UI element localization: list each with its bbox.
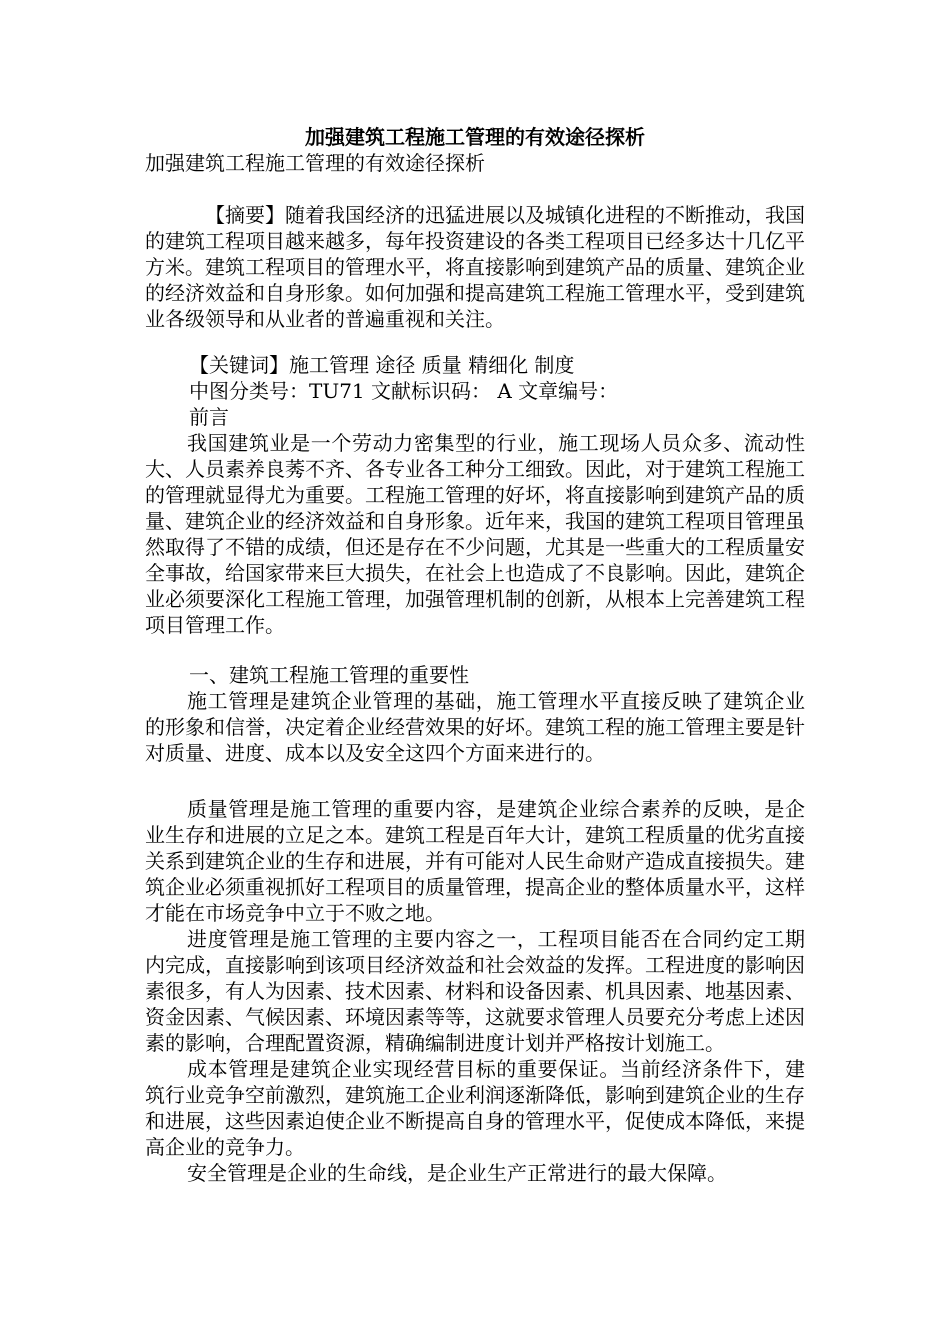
document-title: 加强建筑工程施工管理的有效途径探析 [305,125,645,149]
quality-paragraph: 质量管理是施工管理的重要内容，是建筑企业综合素养的反映，是企业生存和进展的立足之本。建筑工程是百年大计，建筑工程质量的优劣直接关系到建筑企业的生存和进展，并有可能对人民生命财产造成直接损失。建筑企业必须重视抓好工程项目的质量管理，提高企业的整体质量水平，这样才能在市场竞争中立于不败之地。 [145,797,805,925]
section-intro-paragraph: 施工管理是建筑企业管理的基础，施工管理水平直接反映了建筑企业的形象和信誉，决定着企业经营效果的好坏。建筑工程的施工管理主要是针对质量、进度、成本以及安全这四个方面来进行的。 [145,689,805,765]
preface-heading: 前言 [189,405,229,429]
keywords-line: 【关键词】施工管理 途径 质量 精细化 制度 [189,353,575,377]
cost-paragraph: 成本管理是建筑企业实现经营目标的重要保证。当前经济条件下，建筑行业竞争空前激烈，建筑施工企业利润逐渐降低，影响到建筑企业的生存和进展，这些因素迫使企业不断提高自身的管理水平，促使成本降低，来提高企业的竞争力。 [145,1057,805,1159]
safety-paragraph: 安全管理是企业的生命线，是企业生产正常进行的最大保障。 [187,1161,727,1185]
abstract-paragraph: 【摘要】随着我国经济的迅猛进展以及城镇化进程的不断推动，我国的建筑工程项目越来越多，每年投资建设的各类工程项目已经多达十几亿平方米。建筑工程项目的管理水平，将直接影响到建筑产品的质量、建筑企业的经济效益和自身形象。如何加强和提高建筑工程施工管理水平，受到建筑业各级领导和从业者的普遍重视和关注。 [145,203,805,331]
preface-paragraph: 我国建筑业是一个劳动力密集型的行业，施工现场人员众多、流动性大、人员素养良莠不齐、各专业各工种分工细致。因此，对于建筑工程施工的管理就显得尤为重要。工程施工管理的好坏，将直接影响到建筑产品的质量、建筑企业的经济效益和自身形象。近年来，我国的建筑工程项目管理虽然取得了不错的成绩，但还是存在不少问题，尤其是一些重大的工程质量安全事故，给国家带来巨大损失，在社会上也造成了不良影响。因此，建筑企业必须要深化工程施工管理，加强管理机制的创新，从根本上完善建筑工程项目管理工作。 [145,431,805,637]
classification-line: 中图分类号：TU71 文献标识码： A 文章编号： [189,379,619,403]
schedule-paragraph: 进度管理是施工管理的主要内容之一，工程项目能否在合同约定工期内完成，直接影响到该项目经济效益和社会效益的发挥。工程进度的影响因素很多，有人为因素、技术因素、材料和设备因素、机具因素、地基因素、资金因素、气候因素、环境因素等等，这就要求管理人员要充分考虑上述因素的影响，合理配置资源，精确编制进度计划并严格按计划施工。 [145,927,805,1055]
document-body [145,150,805,1186]
document-subtitle: 加强建筑工程施工管理的有效途径探析 [145,151,485,175]
section-heading: 一、建筑工程施工管理的重要性 [189,663,469,687]
